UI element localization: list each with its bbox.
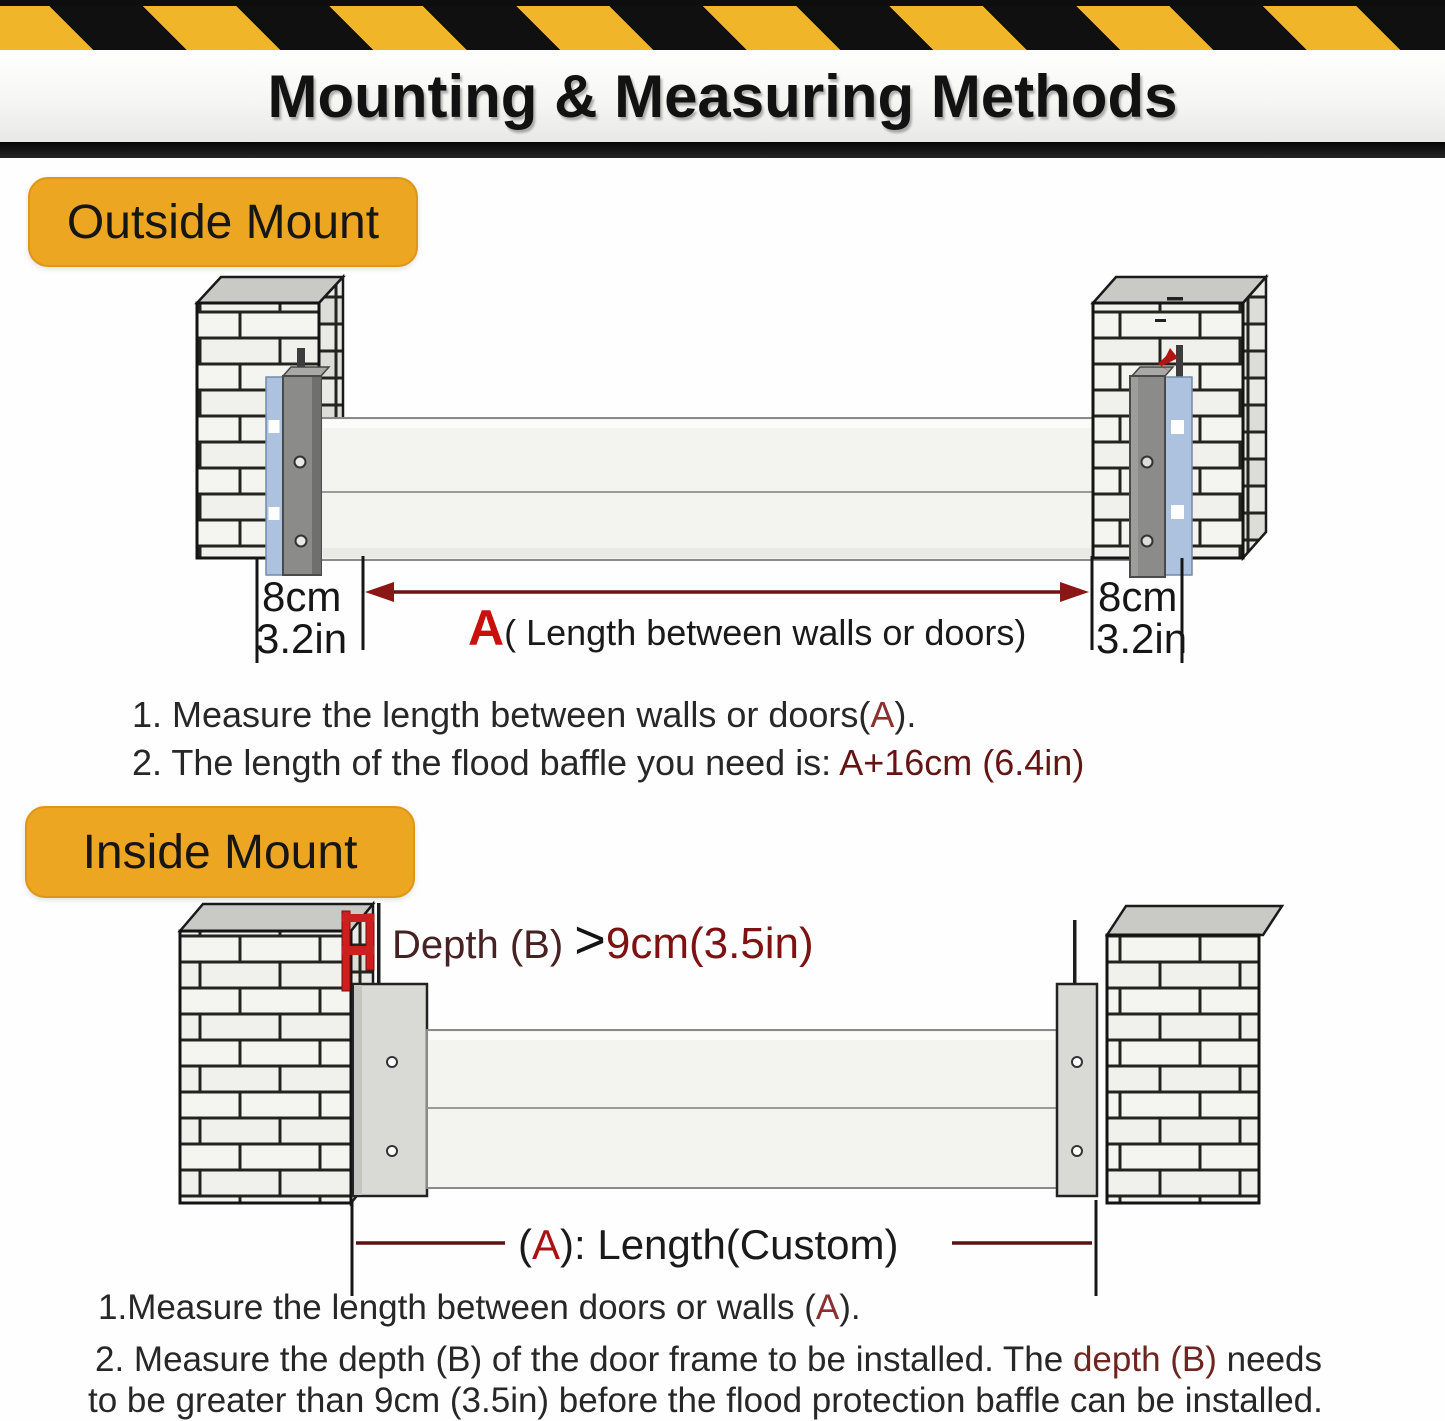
baffle-panel [321,418,1130,560]
inside-step-2-needs: needs [1216,1340,1323,1379]
offset-right-cm: 8cm [1098,573,1178,620]
baffle-bottom-shade [323,548,1128,558]
inside-step-2-line-2 [88,1381,1323,1421]
brick-pillar-right-inside [1107,906,1282,1203]
pillar-right-top-face [1107,906,1282,935]
inside-step-1-text: 1.Measure the length between doors or walls ( [98,1288,816,1327]
seal-strip-left-slot-1 [269,420,280,433]
inside-mount-badge [25,806,415,898]
gauge-pin-right [1073,920,1077,986]
mounting-hardware-right [1130,345,1192,577]
screw-hole [1142,457,1153,468]
pillar-right-front-face [1107,935,1259,1203]
inside-step-1-a: A [815,1288,840,1327]
seal-strip-right [1165,377,1192,575]
title-band [0,50,1445,142]
length-custom-label [518,1221,898,1268]
page-title: Mounting & Measuring Methods [267,62,1178,130]
channel-right-top-bevel [1132,367,1173,376]
mounting-plate-right [1057,920,1097,1196]
inside-mount-badge-label: Inside Mount [82,825,358,879]
gauge-rail-back [366,914,374,970]
depth-label-text: Depth (B) [392,923,575,967]
screw-hole [296,536,307,547]
outside-mount-diagram [0,260,1445,680]
screw-hole [1072,1057,1082,1067]
offset-right-inch: 3.2in [1096,615,1188,662]
title-underline-bar [0,142,1445,158]
screw-hole [295,457,306,468]
plate-right [1057,984,1097,1196]
gauge-rung-top [342,914,374,922]
seal-strip-left-slot-2 [269,507,280,520]
pillar-right-side-face [1243,277,1266,558]
inside-step-2-depth-b: depth (B) [1072,1340,1217,1379]
outside-step-1 [132,694,916,736]
baffle-top-highlight [323,420,1128,428]
pillar-left-front-face [180,931,351,1203]
inside-step-1 [98,1288,861,1328]
outside-step-2-text: 2. The length of the flood baffle you need is: [132,742,840,783]
dimension-a-label [468,600,1026,656]
outside-step-1-end: ). [894,694,917,735]
flood-baffle-inside [427,1030,1057,1188]
plate-left [353,984,427,1196]
channel-left-top-bevel [283,367,329,376]
inside-step-1-end: ). [839,1288,861,1327]
screw-hole [1072,1146,1082,1156]
screw-hole [387,1057,397,1067]
mark-dash-1 [1167,297,1183,301]
outside-step-1-a: A [870,694,895,735]
outside-mount-badge [28,177,418,267]
outside-step-2-formula: A+16cm (6.4in) [839,742,1085,783]
mark-dash-2 [1155,319,1166,322]
mounting-hardware-left [266,348,329,575]
dim-letter-a: A [468,600,505,656]
inside-mount-diagram [0,893,1445,1303]
depth-label [392,910,814,970]
baffle-top-highlight [429,1032,1055,1040]
screw-hole [1142,536,1153,547]
inside-step-2-line-1 [95,1340,1322,1380]
outside-step-2 [132,742,1084,784]
dim-caption: ( Length between walls or doors) [504,612,1027,653]
dimension-outside [256,556,1187,663]
offset-left-inch: 3.2in [256,615,348,662]
arrowhead-left [365,582,394,602]
inside-step-2-text-cont: to be greater than 9cm (3.5in) before the flood protection baffle can be installed. [88,1381,1323,1420]
outside-step-1-text: 1. Measure the length between walls or doors( [132,694,871,735]
len-rest: ): Length(Custom) [560,1221,899,1268]
seal-strip-right-slot-1 [1171,420,1184,434]
len-open: ( [518,1221,532,1268]
seal-strip-right-slot-2 [1171,505,1184,519]
seal-strip-left [266,377,283,575]
plate-left-edge-shade [354,985,362,1195]
arrowhead-right [1060,582,1089,602]
mounting-plate-left [353,984,427,1196]
dimension-inside [352,1200,1096,1296]
anchor-pin-right [1176,345,1183,378]
channel-right-highlight [1131,377,1138,576]
len-letter-a: A [532,1221,561,1268]
offset-left-cm: 8cm [262,573,342,620]
flood-baffle-outside [321,418,1130,560]
outside-mount-badge-label: Outside Mount [66,195,380,249]
inside-step-2-text: 2. Measure the depth (B) of the door frame to be installed. The [95,1340,1073,1379]
greater-than-sign: > [574,910,606,970]
depth-value: 9cm(3.5in) [605,919,814,968]
gauge-rung-mid [342,946,374,955]
channel-left-shade [312,377,321,574]
screw-hole [387,1146,397,1156]
hazard-stripe-banner [0,0,1445,50]
